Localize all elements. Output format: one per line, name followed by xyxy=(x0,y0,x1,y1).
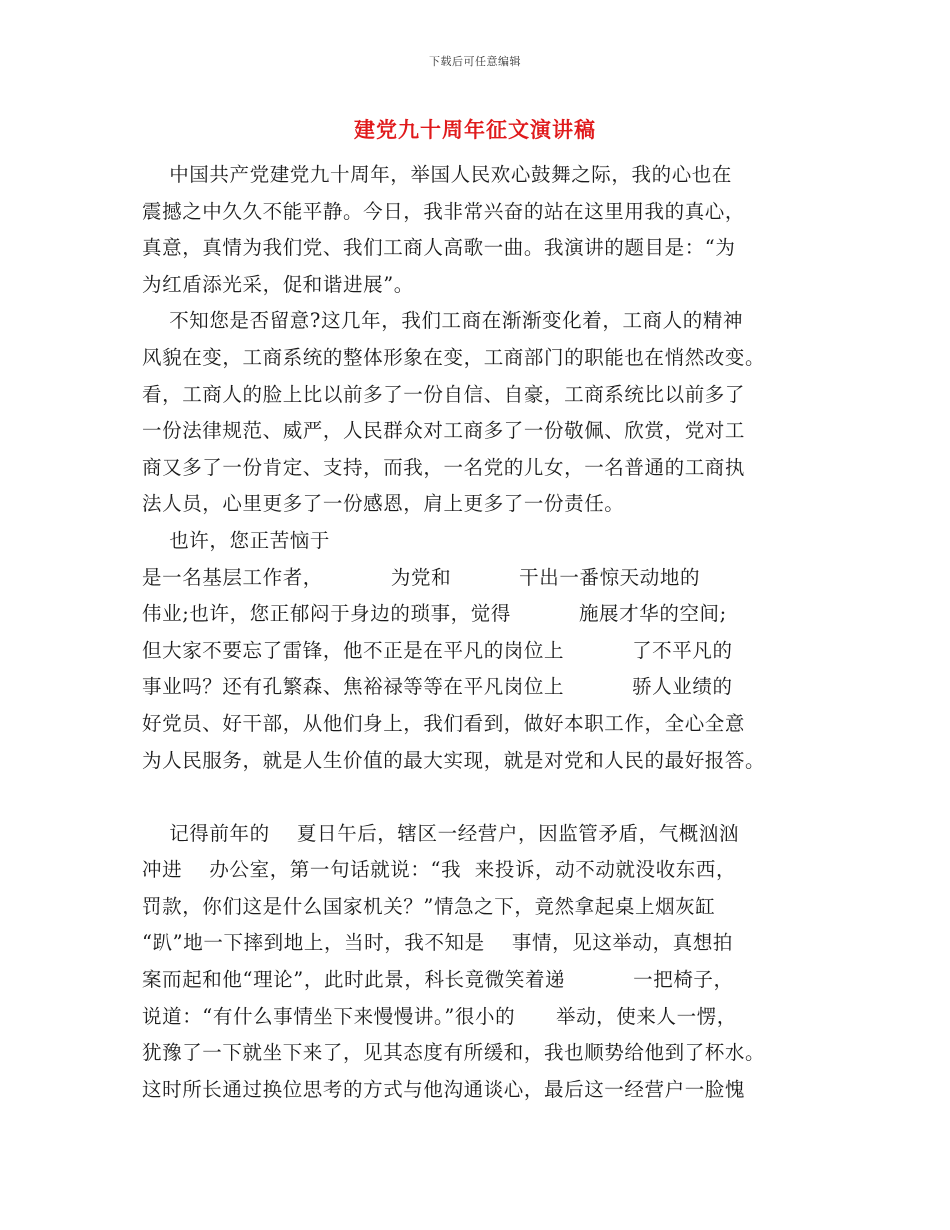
text-line: 看，工商人的脸上比以前多了一份自信、自豪，工商系统比以前多了 xyxy=(142,382,746,406)
text-line: 伟业;也许，您正郁闷于身边的琐事，觉得 施展才华的空间; xyxy=(142,602,727,626)
text-line: 为人民服务，就是人生价值的最大实现，就是对党和人民的最好报答。 xyxy=(142,748,766,772)
text-line: “趴”地一下摔到地上，当时，我不知是 事情，见这举动，真想拍 xyxy=(142,931,734,955)
text-line: 罚款，你们这是什么国家机关？”情急之下，竟然拿起桌上烟灰缸 xyxy=(142,894,716,918)
document-title: 建党九十周年征文演讲稿 xyxy=(354,118,596,142)
text-line: 真意，真情为我们党、我们工商人高歌一曲。我演讲的题目是：“为 xyxy=(142,236,736,260)
text-line: 事业吗？还有孔繁森、焦裕禄等等在平凡岗位上 骄人业绩的 xyxy=(142,675,733,699)
text-line: 也许，您正苦恼于 xyxy=(142,528,330,552)
text-line: 中国共产党建党九十周年，举国人民欢心鼓舞之际，我的心也在 xyxy=(142,163,732,186)
header-note: 下载后可任意编辑 xyxy=(429,55,521,68)
text-line: 为红盾添光采，促和谐进展”。 xyxy=(142,272,414,296)
text-line: 记得前年的 夏日午后，辖区一经营户，因监管矛盾，气概汹汹 xyxy=(142,821,740,845)
text-line: 犹豫了一下就坐下来了，见其态度有所缓和，我也顺势给他到了杯水。 xyxy=(142,1041,766,1065)
text-line: 是一名基层工作者， 为党和 干出一番惊天动地的 xyxy=(142,565,701,589)
text-line: 不知您是否留意?这几年，我们工商在渐渐变化着，工商人的精神 xyxy=(142,309,744,333)
text-line: 法人员，心里更多了一份感恩，肩上更多了一份责任。 xyxy=(142,492,625,516)
text-line: 案而起和他“理论”，此时此景，科长竟微笑着递 一把椅子， xyxy=(142,968,734,992)
text-line: 好党员、好干部，从他们身上，我们看到，做好本职工作，全心全意 xyxy=(142,711,746,735)
text-line: 商又多了一份肯定、支持，而我，一名党的儿女，一名普通的工商执 xyxy=(142,455,746,479)
blank-line xyxy=(142,779,810,816)
text-line: 但大家不要忘了雷锋，他不正是在平凡的岗位上 了不平凡的 xyxy=(142,638,733,662)
text-line: 说道：“有什么事情坐下来慢慢讲。”很小的 举动，使来人一愣， xyxy=(142,1004,737,1028)
text-line: 这时所长通过换位思考的方式与他沟通谈心，最后这一经营户一脸愧 xyxy=(142,1077,746,1101)
body-text xyxy=(142,157,810,1108)
text-line: 震撼之中久久不能平静。今日，我非常兴奋的站在这里用我的真心， xyxy=(142,199,746,223)
text-line: 冲进 办公室，第一句话就说：“我 来投诉，动不动就没收东西， xyxy=(142,858,737,882)
text-line: 风貌在变，工商系统的整体形象在变，工商部门的职能也在悄然改变。 xyxy=(142,345,766,369)
text-line: 一份法律规范、威严，人民群众对工商多了一份敬佩、欣赏，党对工 xyxy=(142,419,746,443)
